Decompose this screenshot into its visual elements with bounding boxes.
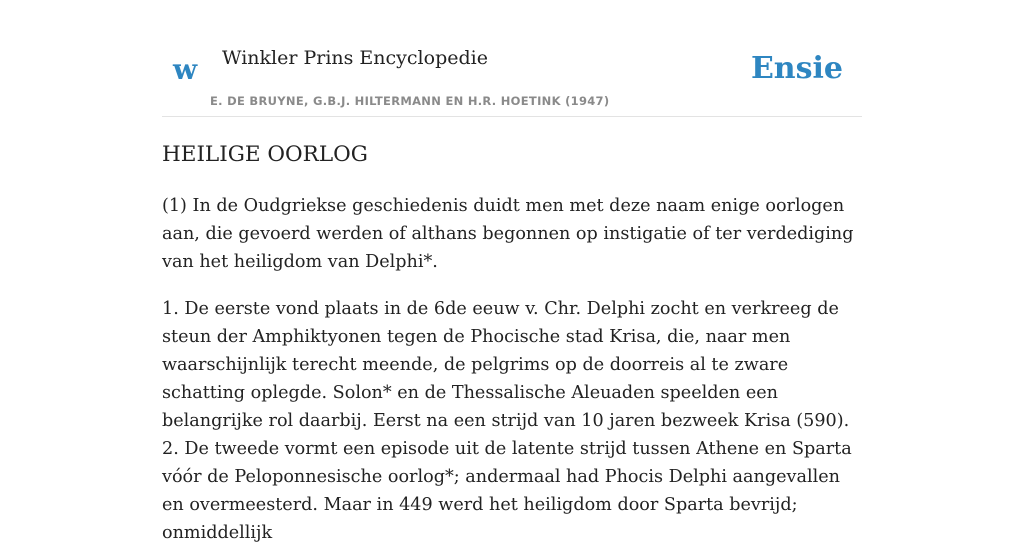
article-item-1: 1. De eerste vond plaats in de 6de eeuw v. Chr. Delphi zocht en verkreeg de steun der Amphiktyonen tegen de Phocische stad Krisa, die, naar men waarschijnlijk terecht meende, de pelgrims op de doorreis al te zware schatting oplegde. Solon* en de Thessalische Aleuaden speelden een belangrijke rol daarbij. Eerst na een strijd van 10 jaren bezweek Krisa (590). bbox=[162, 299, 850, 431]
authors-credit: E. DE BRUYNE, G.B.J. HILTERMANN EN H.R. HOETINK (1947) bbox=[210, 94, 610, 108]
article-body bbox=[162, 192, 862, 547]
site-logo[interactable]: w bbox=[173, 53, 198, 86]
brand-logo[interactable]: Ensie bbox=[750, 51, 843, 86]
article-title: HEILIGE OORLOG bbox=[162, 142, 368, 167]
article-intro: (1) In de Oudgriekse geschiedenis duidt men met deze naam enige oorlogen aan, die gevoerd werden of althans begonnen op instigatie of ter verdediging van het heiligdom van Delphi*. bbox=[162, 196, 854, 272]
site-header bbox=[162, 0, 862, 117]
article-item-2: 2. De tweede vormt een episode uit de latente strijd tussen Athene en Sparta vóór de Peloponnesische oorlog*; andermaal had Phocis Delphi aangevallen en overmeesterd. Maar in 449 werd het heiligdom door Sparta bevrijd; onmiddellijk bbox=[162, 439, 852, 543]
site-name[interactable]: Winkler Prins Encyclopedie bbox=[222, 47, 488, 69]
